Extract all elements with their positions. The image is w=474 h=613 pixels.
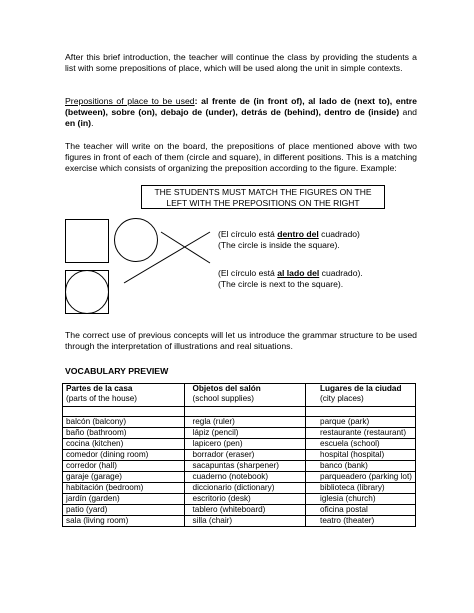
option-inside-post: cuadrado) [318, 229, 360, 239]
header-school-title: Objetos del salón [192, 384, 261, 393]
house-cell: garaje (garage) [63, 472, 185, 483]
city-cell: biblioteca (library) [306, 483, 416, 494]
city-cell: hospital (hospital) [306, 450, 416, 461]
prepositions-label: Prepositions of place to be used [65, 96, 195, 106]
house-cell: comedor (dining room) [63, 450, 185, 461]
header-city [306, 384, 416, 407]
school-cell: regla (ruler) [184, 417, 306, 428]
city-cell: banco (bank) [306, 461, 416, 472]
header-school-sub: (school supplies) [192, 393, 254, 403]
header-house-title: Partes de la casa [66, 384, 133, 393]
vocabulary-table-body [63, 384, 416, 527]
blank-cell [306, 407, 416, 417]
city-cell: parque (park) [306, 417, 416, 428]
circle-inside-square-figure [65, 270, 109, 314]
header-school [184, 384, 306, 407]
option-inside-spanish [218, 229, 360, 240]
vocabulary-row [63, 428, 416, 439]
city-cell: restaurante (restaurant) [306, 428, 416, 439]
instruction-line-2: LEFT WITH THE PREPOSITIONS ON THE RIGHT [166, 198, 360, 208]
prepositions-period: . [91, 118, 94, 128]
intro-paragraph: After this brief introduction, the teacher will continue the class by providing the students a list with some prepositions of place, which will be used along the unit in simple contexts. [65, 52, 417, 73]
city-cell: parqueadero (parking lot) [306, 472, 416, 483]
blank-cell [184, 407, 306, 417]
vocabulary-row [63, 450, 416, 461]
square-figure-1 [65, 219, 109, 263]
vocabulary-row [63, 439, 416, 450]
house-cell: sala (living room) [63, 516, 185, 527]
vocabulary-row [63, 472, 416, 483]
option-next-to [218, 268, 363, 290]
school-cell: escritorio (desk) [184, 494, 306, 505]
circle-figure-1 [114, 218, 158, 262]
board-paragraph: The teacher will write on the board, the prepositions of place mentioned above with two figures in front of each of them (circle and square), in different positions. This is a matching exercise which consists of organizing the preposition according to the figure. Example: [65, 141, 417, 173]
option-next-to-translation: (The circle is next to the square). [218, 279, 344, 289]
school-cell: diccionario (dictionary) [184, 483, 306, 494]
header-city-sub: (city places) [320, 393, 364, 403]
city-cell: teatro (theater) [306, 516, 416, 527]
header-house [63, 384, 185, 407]
prepositions-list: al frente de (in front of), al lado de (next to), entre (between), sobre (on), debajo de (under), detrás de (behind), dentro de (inside) [65, 96, 418, 117]
school-cell: tablero (whiteboard) [184, 505, 306, 516]
option-inside-pre: (El círculo está [218, 229, 278, 239]
option-inside-key: dentro del [277, 229, 319, 239]
vocabulary-table [62, 383, 416, 527]
house-cell: jardín (garden) [63, 494, 185, 505]
city-cell: escuela (school) [306, 439, 416, 450]
instruction-box [141, 185, 385, 209]
option-inside [218, 229, 360, 251]
option-next-to-post: cuadrado). [319, 268, 363, 278]
school-cell: lápiz (pencil) [184, 428, 306, 439]
option-inside-translation: (The circle is inside the square). [218, 240, 340, 250]
vocabulary-row [63, 417, 416, 428]
header-city-title: Lugares de la ciudad [320, 384, 402, 393]
header-house-sub: (parts of the house) [66, 393, 137, 403]
prepositions-last: en (in) [65, 118, 92, 128]
house-cell: corredor (hall) [63, 461, 185, 472]
city-cell: iglesia (church) [306, 494, 416, 505]
prepositions-colon: : [194, 96, 198, 106]
house-cell: baño (bathroom) [63, 428, 185, 439]
school-cell: sacapuntas (sharpener) [184, 461, 306, 472]
school-cell: silla (chair) [184, 516, 306, 527]
house-cell: patio (yard) [63, 505, 185, 516]
vocabulary-row [63, 461, 416, 472]
vocabulary-blank-row [63, 407, 416, 417]
option-next-to-pre: (El círculo está [218, 268, 278, 278]
prepositions-and: and [399, 107, 417, 117]
house-cell: cocina (kitchen) [63, 439, 185, 450]
city-cell: oficina postal [306, 505, 416, 516]
vocabulary-title: VOCABULARY PREVIEW [65, 366, 169, 376]
house-cell: balcón (balcony) [63, 417, 185, 428]
school-cell: cuaderno (notebook) [184, 472, 306, 483]
vocabulary-row [63, 494, 416, 505]
vocabulary-row [63, 483, 416, 494]
correct-use-paragraph: The correct use of previous concepts will let us introduce the grammar structure to be used through the interpretation of illustrations and real situations. [65, 330, 417, 351]
vocabulary-row [63, 516, 416, 527]
vocabulary-row [63, 505, 416, 516]
option-next-to-key: al lado del [277, 268, 320, 278]
blank-cell [63, 407, 185, 417]
prepositions-paragraph [65, 96, 417, 129]
match-line-1 [161, 232, 210, 263]
school-cell: borrador (eraser) [184, 450, 306, 461]
option-next-to-spanish [218, 268, 363, 279]
vocabulary-header-row [63, 384, 416, 407]
school-cell: lapicero (pen) [184, 439, 306, 450]
instruction-line-1: THE STUDENTS MUST MATCH THE FIGURES ON THE [154, 187, 372, 197]
house-cell: habitación (bedroom) [63, 483, 185, 494]
